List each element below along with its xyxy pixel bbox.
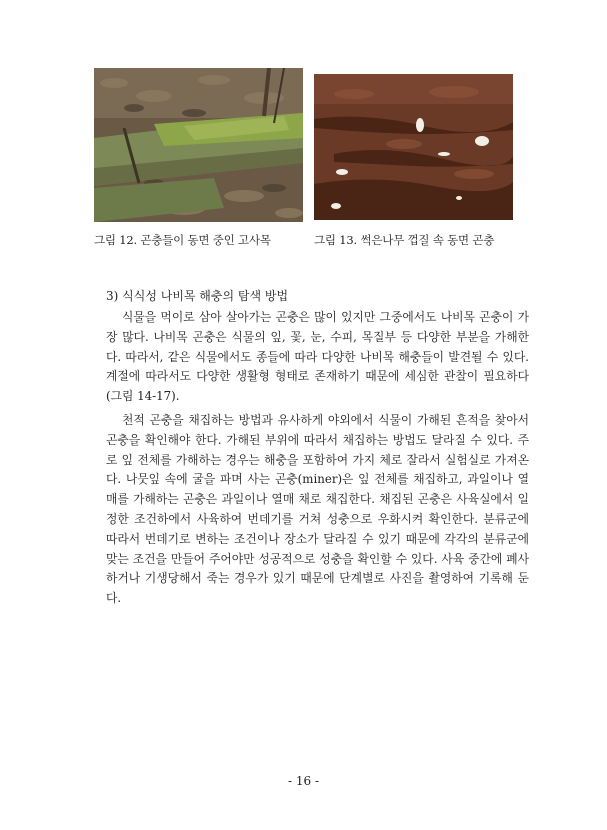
paragraph-2: 천적 곤충을 채집하는 방법과 유사하게 야외에서 식물이 가해된 흔적을 찾아서 곤충을 확인해야 한다. 가해된 부위에 따라서 채집하는 방법도 달라질 수 있다. 주로 잎 전체를 가해하는 경우는 해충을 포함하여 가지 체로 잘라서 실험실로 가져온다. 나뭇잎 속에 굴을 파며 사는 곤충(miner)은 잎 전체를 채집하고, 과일이나 열매를 가해하는 곤충은 과일이나 열매 채로 채집한다. 채집된 곤충은 사육실에서 일정한 조건하에서 사육하여 번데기를 거쳐 성충으로 우화시켜 확인한다. 분류군에 따라서 번데기로 변하는 조건이나 장소가 달라질 수 있기 때문에 각각의 분류군에 맞는 조건을 만들어 주어야만 성공적으로 성충을 확인할 수 있다. 사육 중간에 폐사하거나 기생당해서 죽는 경우가 있기 때문에 단계별로 사진을 촬영하여 기록해 둔다.: [106, 412, 529, 606]
rotten-bark-image: [314, 74, 513, 220]
section-heading: 3) 식식성 나비목 해충의 탐색 방법: [106, 289, 289, 303]
figure-rotten-bark-photo: [314, 74, 513, 220]
paragraph-1: 식물을 먹이로 삼아 살아가는 곤충은 많이 있지만 그중에서도 나비목 곤충이 가장 많다. 나비목 곤충은 식물의 잎, 꽃, 눈, 수피, 목질부 등 다양한 부분을 가해한다. 따라서, 같은 식물에서도 종들에 따라 다양한 나비목 해충들이 발견될 수 있다. 계절에 따라서도 다양한 생활형 형태로 존재하기 때문에 세심한 관찰이 필요하다(그림 14-17).: [106, 310, 529, 404]
figure-12-caption: 그림 12. 곤충들이 동면 중인 고사목: [94, 233, 271, 247]
section-body: [106, 308, 529, 613]
figure-13-caption: 그림 13. 썩은나무 껍질 속 동면 곤충: [314, 233, 495, 247]
page-number: - 16 -: [287, 774, 319, 788]
dead-log-image: [94, 68, 303, 222]
figure-dead-log-photo: [94, 68, 303, 222]
